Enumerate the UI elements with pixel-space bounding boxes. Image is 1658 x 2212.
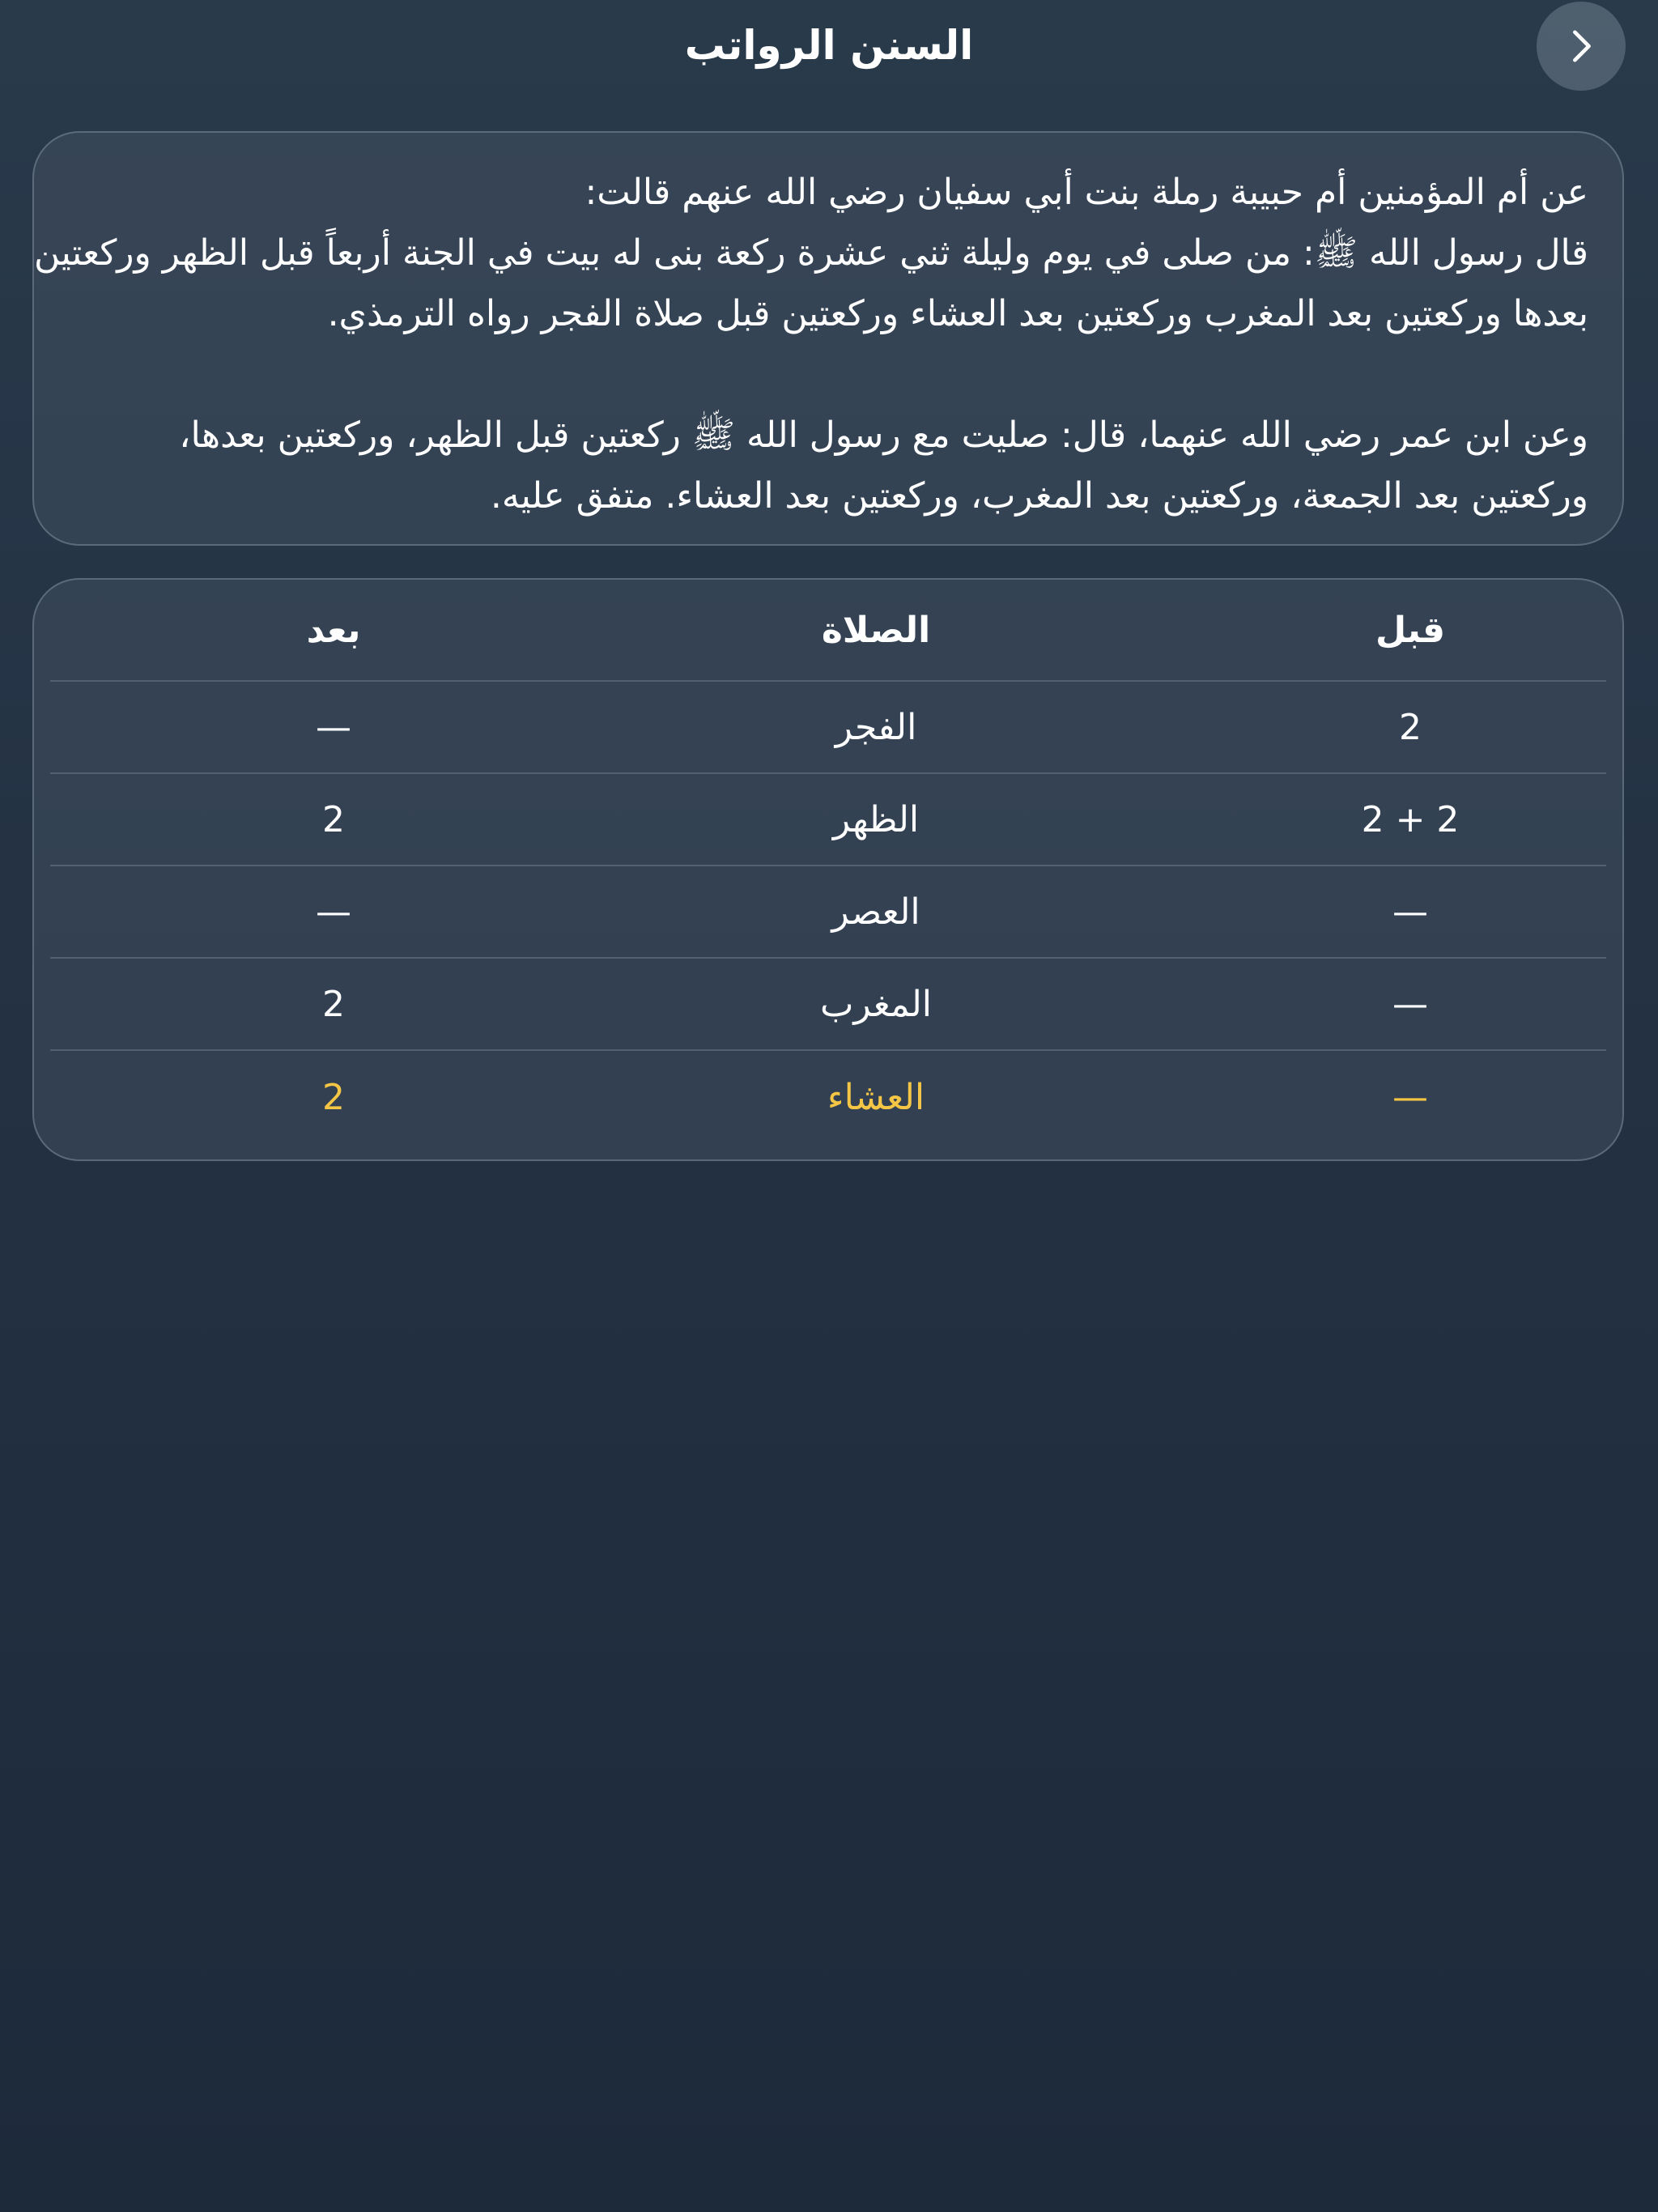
cell-after: 2 (322, 1076, 345, 1118)
table-row-highlighted (50, 1051, 1606, 1143)
header-prayer: الصلاة (821, 609, 931, 651)
header-after: بعد (306, 609, 361, 651)
cell-before: — (1392, 1076, 1428, 1118)
back-button[interactable] (1537, 2, 1626, 91)
cell-after: — (316, 706, 351, 748)
cell-prayer: العصر (831, 891, 920, 933)
cell-after: 2 (322, 983, 345, 1025)
chevron-right-icon (1562, 28, 1600, 65)
cell-before: — (1392, 891, 1428, 933)
table-row (50, 959, 1606, 1051)
cell-prayer: المغرب (820, 983, 932, 1025)
cell-prayer: الفجر (835, 706, 917, 748)
cell-after: — (316, 891, 351, 933)
table-row (50, 682, 1606, 774)
cell-prayer: الظهر (832, 798, 920, 840)
hadith-card (32, 131, 1624, 546)
hadith-line: وعن ابن عمر رضي الله عنهما، قال: صليت مع رسول الله ﷺ ركعتين قبل الظهر، وركعتين بعدها، (179, 415, 1588, 456)
cell-after: 2 (322, 798, 345, 840)
header-before: قبل (1375, 609, 1446, 651)
paragraph-gap (68, 344, 1588, 405)
cell-before: 2 + 2 (1361, 798, 1460, 840)
cell-before: — (1392, 983, 1428, 1025)
hadith-line: قال رسول الله ﷺ: من صلى في يوم وليلة ثني عشرة ركعة بنى له بيت في الجنة أربعاً قبل الظهر وركعتين (34, 232, 1588, 274)
table-row (50, 774, 1606, 866)
table-row (50, 866, 1606, 959)
sunnah-table (32, 578, 1624, 1161)
table-header-row (50, 580, 1606, 682)
hadith-line: وركعتين بعد الجمعة، وركعتين بعد المغرب، وركعتين بعد العشاء. متفق عليه. (490, 475, 1588, 517)
cell-prayer: العشاء (827, 1076, 925, 1118)
header-bar (0, 0, 1658, 94)
hadith-line: بعدها وركعتين بعد المغرب وركعتين بعد العشاء وركعتين قبل صلاة الفجر رواه الترمذي. (327, 293, 1588, 334)
hadith-line: عن أم المؤمنين أم حبيبة رملة بنت أبي سفيان رضي الله عنهم قالت: (585, 172, 1588, 213)
cell-before: 2 (1399, 706, 1422, 748)
page-title: السنن الرواتب (684, 22, 974, 69)
